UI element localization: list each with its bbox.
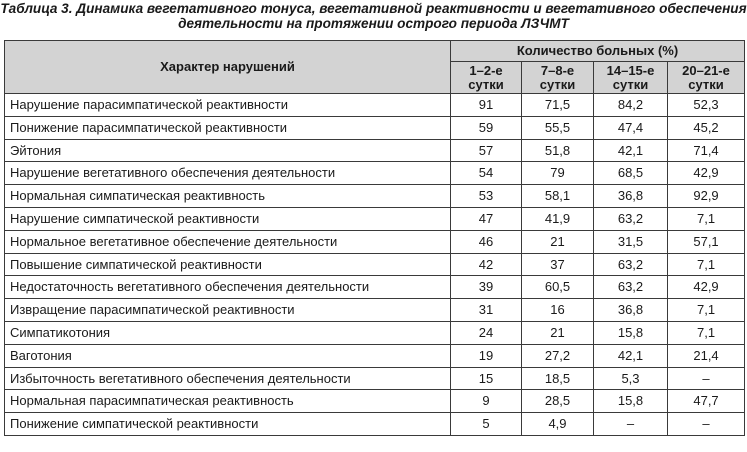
value-cell: 21 — [522, 230, 594, 253]
column-header-unit: сутки — [468, 76, 504, 92]
row-name-cell: Понижение парасимпатической реактивности — [5, 116, 451, 139]
value-cell: 42,1 — [594, 139, 668, 162]
value-cell: 47,7 — [668, 390, 745, 413]
table-row — [5, 230, 745, 253]
value-cell: 60,5 — [522, 276, 594, 299]
value-cell: – — [594, 413, 668, 436]
value-cell: 28,5 — [522, 390, 594, 413]
value-cell: 7,1 — [668, 321, 745, 344]
data-table — [4, 40, 745, 436]
value-cell: 21,4 — [668, 344, 745, 367]
row-name-cell: Понижение симпатической реактивности — [5, 413, 451, 436]
column-header-day-7-8 — [522, 62, 594, 94]
value-cell: 53 — [451, 185, 522, 208]
value-cell: 52,3 — [668, 94, 745, 117]
row-name-cell: Симпатикотония — [5, 321, 451, 344]
table-row — [5, 276, 745, 299]
table-row — [5, 253, 745, 276]
value-cell: 36,8 — [594, 185, 668, 208]
value-cell: – — [668, 413, 745, 436]
table-row — [5, 162, 745, 185]
column-header-range: 1–2-е — [469, 62, 503, 78]
table-header — [5, 41, 745, 94]
value-cell: 18,5 — [522, 367, 594, 390]
table-row — [5, 299, 745, 322]
value-cell: 42,9 — [668, 162, 745, 185]
value-cell: 55,5 — [522, 116, 594, 139]
value-cell: 54 — [451, 162, 522, 185]
row-name-cell: Избыточность вегетативного обеспечения деятельности — [5, 367, 451, 390]
table-row — [5, 94, 745, 117]
value-cell: 91 — [451, 94, 522, 117]
value-cell: 63,2 — [594, 276, 668, 299]
value-cell: 36,8 — [594, 299, 668, 322]
row-name-cell: Недостаточность вегетативного обеспечения деятельности — [5, 276, 451, 299]
row-name-cell: Нарушение парасимпатической реактивности — [5, 94, 451, 117]
value-cell: 39 — [451, 276, 522, 299]
row-name-cell: Ваготония — [5, 344, 451, 367]
row-name-cell: Нормальная парасимпатическая реактивность — [5, 390, 451, 413]
table-row — [5, 185, 745, 208]
value-cell: 19 — [451, 344, 522, 367]
row-name-cell: Нарушение вегетативного обеспечения деятельности — [5, 162, 451, 185]
value-cell: 47,4 — [594, 116, 668, 139]
value-cell: 31 — [451, 299, 522, 322]
value-cell: 41,9 — [522, 207, 594, 230]
value-cell: 79 — [522, 162, 594, 185]
value-cell: 71,4 — [668, 139, 745, 162]
value-cell: 45,2 — [668, 116, 745, 139]
value-cell: 46 — [451, 230, 522, 253]
value-cell: 57,1 — [668, 230, 745, 253]
column-header-day-1-2 — [451, 62, 522, 94]
value-cell: 37 — [522, 253, 594, 276]
value-cell: 21 — [522, 321, 594, 344]
table-row — [5, 367, 745, 390]
row-name-cell: Нормальная симпатическая реактивность — [5, 185, 451, 208]
table-row — [5, 139, 745, 162]
value-cell: 42,9 — [668, 276, 745, 299]
column-header-range: 20–21-е — [682, 62, 730, 78]
column-header-unit: сутки — [688, 76, 724, 92]
caption-line-2: деятельности на протяжении острого периода ЛЗЧМТ — [178, 16, 569, 31]
column-header-unit: сутки — [612, 76, 649, 92]
value-cell: 16 — [522, 299, 594, 322]
value-cell: 15,8 — [594, 390, 668, 413]
value-cell: 15 — [451, 367, 522, 390]
value-cell: 92,9 — [668, 185, 745, 208]
value-cell: 84,2 — [594, 94, 668, 117]
value-cell: 58,1 — [522, 185, 594, 208]
table-body — [5, 94, 745, 436]
table-row — [5, 344, 745, 367]
value-cell: 4,9 — [522, 413, 594, 436]
value-cell: 51,8 — [522, 139, 594, 162]
column-header-range: 14–15-е — [606, 62, 655, 78]
value-cell: 57 — [451, 139, 522, 162]
column-header-day-20-21 — [668, 62, 745, 94]
column-header-unit: сутки — [539, 76, 576, 92]
value-cell: 42,1 — [594, 344, 668, 367]
row-name-cell: Нормальное вегетативное обеспечение деятельности — [5, 230, 451, 253]
value-cell: 7,1 — [668, 253, 745, 276]
value-cell: 63,2 — [594, 207, 668, 230]
row-name-cell: Нарушение симпатической реактивности — [5, 207, 451, 230]
value-cell: 68,5 — [594, 162, 668, 185]
value-cell: 5 — [451, 413, 522, 436]
value-cell: 24 — [451, 321, 522, 344]
caption-line-1: Таблица 3. Динамика вегетативного тонуса, вегетативной реактивности и вегетативного обеспечения — [0, 1, 747, 16]
value-cell: 47 — [451, 207, 522, 230]
value-cell: 59 — [451, 116, 522, 139]
value-cell: 7,1 — [668, 207, 745, 230]
table-row — [5, 321, 745, 344]
value-cell: 31,5 — [594, 230, 668, 253]
group-header: Количество больных (%) — [451, 41, 745, 62]
value-cell: 15,8 — [594, 321, 668, 344]
value-cell: 5,3 — [594, 367, 668, 390]
table-row — [5, 390, 745, 413]
table-row — [5, 413, 745, 436]
value-cell: 63,2 — [594, 253, 668, 276]
row-name-cell: Извращение парасимпатической реактивности — [5, 299, 451, 322]
table-caption — [0, 1, 747, 31]
value-cell: 27,2 — [522, 344, 594, 367]
row-name-cell: Повышение симпатической реактивности — [5, 253, 451, 276]
row-name-cell: Эйтония — [5, 139, 451, 162]
table-row — [5, 116, 745, 139]
row-label-header: Характер нарушений — [5, 41, 451, 94]
value-cell: 42 — [451, 253, 522, 276]
value-cell: 7,1 — [668, 299, 745, 322]
value-cell: – — [668, 367, 745, 390]
column-header-day-14-15 — [594, 62, 668, 94]
table-row — [5, 207, 745, 230]
column-header-range: 7–8-е — [540, 62, 575, 78]
value-cell: 71,5 — [522, 94, 594, 117]
value-cell: 9 — [451, 390, 522, 413]
